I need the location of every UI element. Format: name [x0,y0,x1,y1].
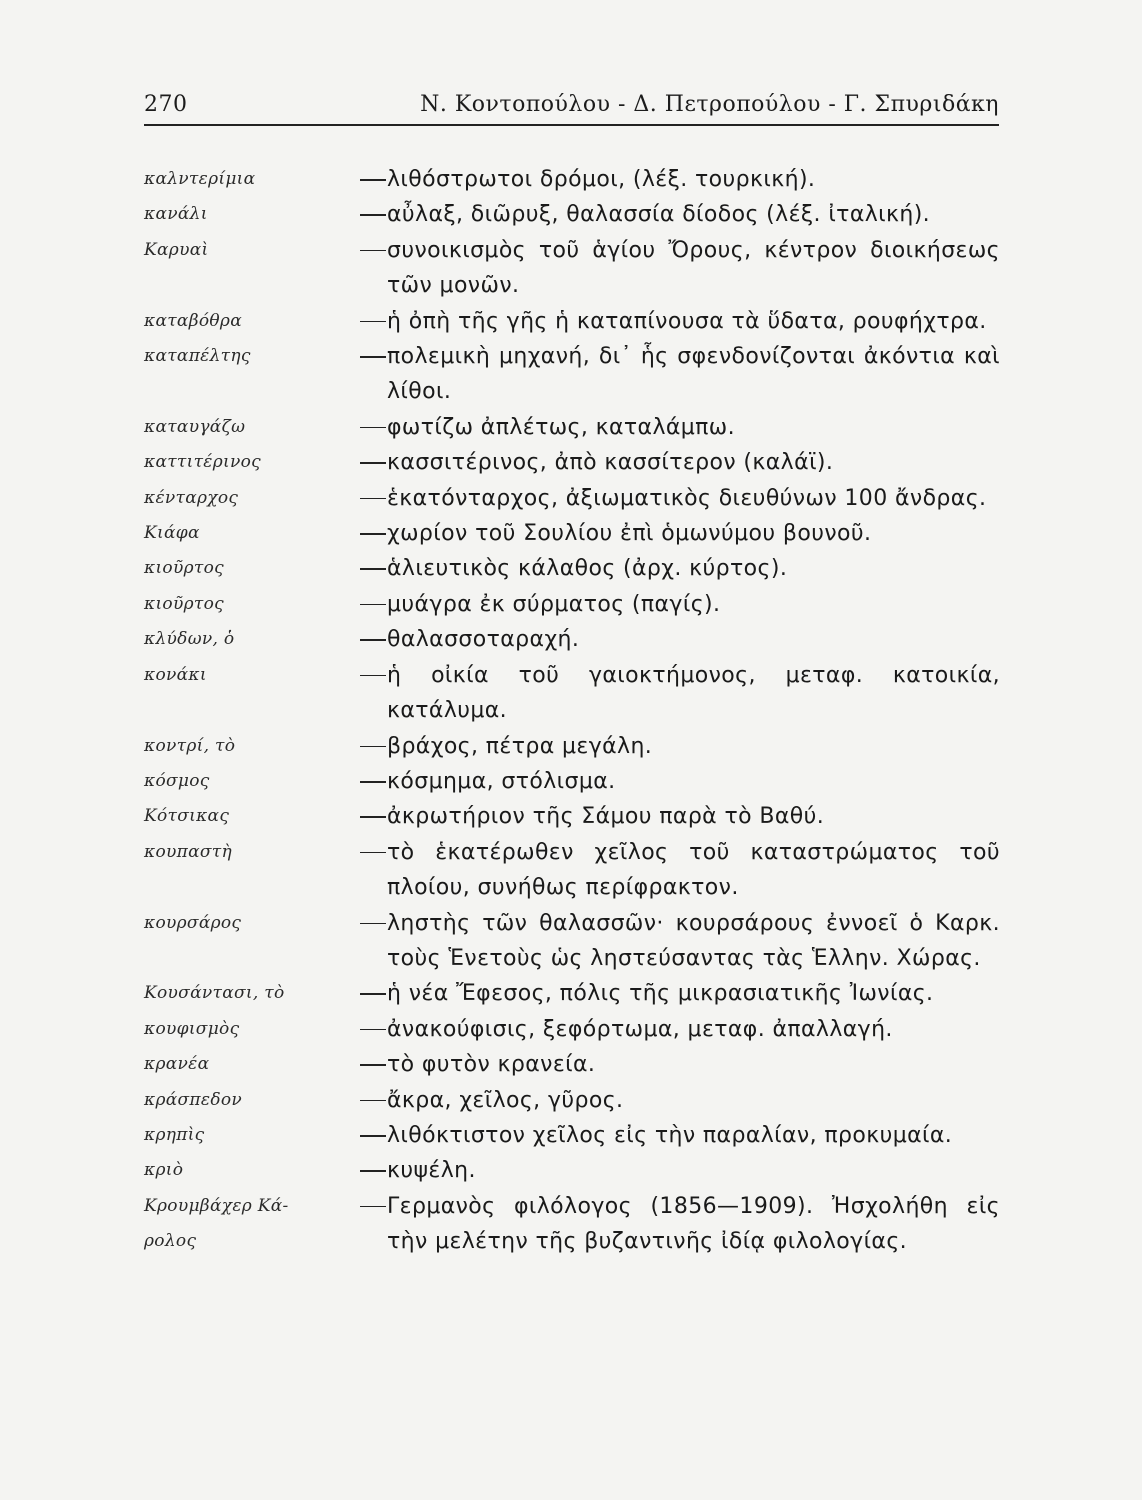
em-dash-separator [360,179,386,181]
glossary-definition: λιθόκτιστον χεῖλος εἰς τὴν παραλίαν, προκυμαία. [387,1122,953,1148]
glossary-definition: κυψέλη. [387,1158,476,1184]
glossary-definition: ἁλιευτικὸς κάλαθος (ἀρχ. κύρτος). [387,556,788,582]
em-dash-separator [360,639,386,641]
glossary-term: κρηπὶς [144,1124,205,1145]
glossary-definition: ἡ ὀπὴ τῆς γῆς ἡ καταπίνουσα τὰ ὕδατα, ρουφήχτρα. [387,308,987,334]
glossary-term: κρανέα [144,1054,210,1075]
definition-block [360,410,1000,445]
em-dash-separator [360,993,386,995]
glossary-term: καταυγάζω [144,416,246,437]
glossary-definition: χωρίον τοῦ Σουλίου ἐπὶ ὁμωνύμου βουνοῦ. [387,521,872,547]
glossary-definition: τὸ ἑκατέρωθεν χεῖλος τοῦ καταστρώματος τοῦ πλοίου, συνήθως περίφρακτον. [387,839,1000,901]
glossary-definition: Γερμανὸς φιλόλογος (1856—1909). Ἠσχολήθη εἰς τὴν μελέτην τῆς βυζαντινῆς ἰδίᾳ φιλολογίας. [387,1193,1000,1255]
glossary-entry [144,197,1000,232]
glossary-entry [144,835,1000,906]
definition-block [360,764,1000,799]
em-dash-separator [360,852,386,854]
em-dash-separator [360,321,386,323]
page-header [144,84,999,126]
glossary-entry [144,1153,1000,1188]
definition-block [360,799,1000,834]
glossary-term: καττιτέρινος [144,452,261,473]
glossary-term: κοντρί, τὸ [144,735,236,756]
glossary-definition: θαλασσοταραχή. [387,627,580,653]
em-dash-separator [360,746,386,748]
em-dash-separator [360,427,386,429]
definition-block [360,551,1000,586]
glossary-term: Κιάφα [144,523,200,544]
glossary-entry [144,516,1000,551]
glossary-entry [144,658,1000,729]
em-dash-separator [360,781,386,783]
glossary-term: κένταρχος [144,487,239,508]
glossary-definition: βράχος, πέτρα μεγάλη. [387,733,653,759]
glossary-entry [144,1118,1000,1153]
em-dash-separator [360,1206,386,1208]
page-number: 270 [144,92,188,117]
glossary-term: κράσπεδον [144,1089,243,1110]
glossary-definition: φωτίζω ἀπλέτως, καταλάμπω. [387,414,736,440]
em-dash-separator [360,675,386,677]
definition-block [360,162,1000,197]
glossary-definition: ἑκατόνταρχος, ἀξιωματικὸς διευθύνων 100 ἄνδρας. [387,485,987,511]
definition-block [360,304,1000,339]
definition-block [360,197,1000,232]
definition-block [360,516,1000,551]
glossary-term: κιοῦρτος [144,593,224,614]
definition-block [360,587,1000,622]
glossary-entry [144,445,1000,480]
glossary-entry [144,729,1000,764]
glossary-definition: ληστὴς τῶν θαλασσῶν· κουρσάρους ἐννοεῖ ὁ Καρκ. τοὺς Ἑνετοὺς ὡς ληστεύσαντας τὰς Ἑλλην. Χώρας. [387,910,1000,971]
glossary-term: κανάλι [144,204,208,225]
definition-block [360,1189,1000,1260]
em-dash-separator [360,923,386,925]
em-dash-separator [360,498,386,500]
glossary-term: κόσμος [144,770,210,791]
glossary-term: κουρσάρος [144,912,242,933]
glossary-definition: ἀνακούφισις, ξεφόρτωμα, μεταφ. ἀπαλλαγή. [387,1016,893,1042]
em-dash-separator [360,250,386,252]
glossary-term: Κουσάντασι, τὸ [144,983,285,1004]
glossary-entry [144,976,1000,1011]
glossary-term: Κρουμβάχερ Κά- ρολος [144,1195,289,1252]
glossary-entry [144,1083,1000,1118]
em-dash-separator [360,1064,386,1066]
glossary-term: καταβόθρα [144,310,242,331]
glossary-term: καταπέλτης [144,346,251,367]
em-dash-separator [360,1170,386,1172]
glossary-entry [144,481,1000,516]
glossary-entry [144,587,1000,622]
glossary-entry [144,799,1000,834]
definition-block [360,1083,1000,1118]
glossary-entry [144,622,1000,657]
glossary-entry [144,764,1000,799]
glossary-definition: κασσιτέρινος, ἀπὸ κασσίτερον (καλάϊ). [387,450,834,476]
glossary-entry [144,1012,1000,1047]
definition-block [360,835,1000,906]
glossary-definition: λιθόστρωτοι δρόμοι, (λέξ. τουρκική). [387,167,816,192]
glossary-definition: τὸ φυτὸν κρανεία. [387,1052,596,1078]
definition-block [360,906,1000,977]
glossary-term: κριὸ [144,1160,184,1181]
glossary-entry [144,906,1000,977]
glossary-entry [144,410,1000,445]
definition-block [360,339,1000,410]
definition-block [360,233,1000,304]
definition-block [360,481,1000,516]
definition-block [360,1047,1000,1082]
definition-block [360,1153,1000,1188]
glossary-entry [144,551,1000,586]
glossary-term: Κότσικας [144,806,230,827]
definition-block [360,445,1000,480]
glossary-term: κουφισμὸς [144,1018,240,1039]
glossary-term: κονάκι [144,664,207,685]
glossary-entry [144,233,1000,304]
glossary-term: Καρυαὶ [144,239,209,260]
em-dash-separator [360,462,386,464]
em-dash-separator [360,568,386,570]
glossary-entry [144,339,1000,410]
definition-block [360,1012,1000,1047]
glossary-list [144,162,1000,1260]
glossary-definition: συνοικισμὸς τοῦ ἁγίου Ὄρους, κέντρον διοικήσεως τῶν μονῶν. [387,237,1000,299]
glossary-definition: ἡ νέα Ἔφεσος, πόλις τῆς μικρασιατικῆς Ἰωνίας. [387,981,934,1007]
em-dash-separator [360,1135,386,1137]
em-dash-separator [360,533,386,535]
glossary-definition: ἡ οἰκία τοῦ γαιοκτήμονος, μεταφ. κατοικία, κατάλυμα. [387,662,1000,724]
em-dash-separator [360,816,386,818]
glossary-term: καλντερίμια [144,169,256,189]
glossary-definition: ἄκρα, χεῖλος, γῦρος. [387,1087,624,1113]
definition-block [360,729,1000,764]
em-dash-separator [360,1100,386,1102]
em-dash-separator [360,1029,386,1031]
glossary-definition: μυάγρα ἐκ σύρματος (παγίς). [387,591,721,617]
glossary-term: κλύδων, ὁ [144,629,235,650]
definition-block [360,976,1000,1011]
glossary-definition: ἀκρωτήριον τῆς Σάμου παρὰ τὸ Βαθύ. [387,804,825,830]
running-head: Ν. Κοντοπούλου - Δ. Πετροπούλου - Γ. Σπυριδάκη [420,92,999,117]
glossary-entry [144,162,1000,197]
glossary-definition: κόσμημα, στόλισμα. [387,768,616,794]
glossary-entry [144,1047,1000,1082]
definition-block [360,622,1000,657]
glossary-definition: αὖλαξ, διῶρυξ, θαλασσία δίοδος (λέξ. ἰταλική). [387,202,931,228]
em-dash-separator [360,604,386,606]
glossary-term: κιοῦρτος [144,558,224,579]
definition-block [360,658,1000,729]
glossary-entry [144,304,1000,339]
definition-block [360,1118,1000,1153]
em-dash-separator [360,214,386,216]
glossary-term: κουπαστὴ [144,841,232,862]
glossary-definition: πολεμικὴ μηχανή, δι᾽ ἧς σφενδονίζονται ἀκόντια καὶ λίθοι. [387,344,1000,405]
em-dash-separator [360,356,386,358]
glossary-entry [144,1189,1000,1260]
